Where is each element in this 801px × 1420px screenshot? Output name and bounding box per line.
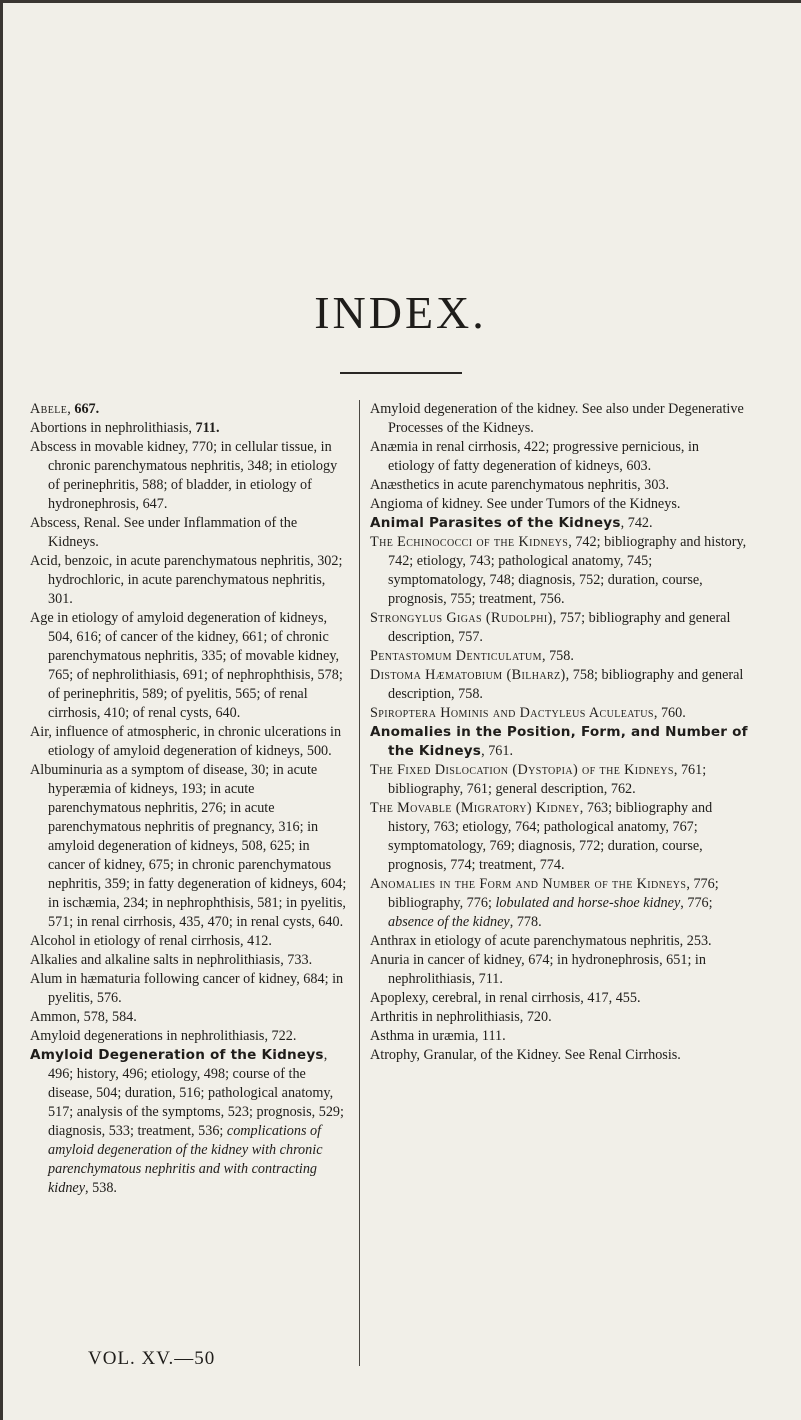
entry-text: 667. [74, 401, 100, 417]
entry-text: Spiroptera Hominis and Dactyleus Aculeatus [370, 705, 654, 721]
entry-text: Air, influence of atmospheric, in chronic ulcerations in etiology of amyloid degeneration of kidneys, 500. [30, 724, 342, 759]
entry-text: Anæsthetics in acute parenchymatous nephritis, 303. [370, 477, 670, 493]
index-entry [370, 723, 748, 761]
index-entry [370, 1008, 748, 1027]
entry-text: Anthrax in etiology of acute parenchymatous nephritis, 253. [370, 933, 712, 949]
index-entry [370, 647, 748, 666]
entry-text: , 758; bibliography and general description, 758. [388, 667, 744, 702]
index-entry [370, 761, 748, 799]
index-entry [30, 723, 350, 761]
index-entry [370, 495, 748, 514]
index-entry [30, 419, 350, 438]
entry-text: , 763; bibliography and history, 763; etiology, 764; pathological anatomy, 767; symptomatology, 769; diagnosis, 772; duration, course, prognosis, 774; treatment, 774. [388, 800, 713, 873]
index-entry [370, 799, 748, 875]
index-column-right [370, 400, 748, 1065]
index-entry [30, 514, 350, 552]
entry-text: Asthma in uræmia, 111. [370, 1028, 506, 1044]
index-entry [370, 1027, 748, 1046]
index-entry [30, 970, 350, 1008]
title-rule [340, 372, 462, 374]
entry-text: , 757; bibliography and general description, 757. [388, 610, 731, 645]
index-entry [30, 438, 350, 514]
entry-text: absence of the kidney [388, 914, 510, 930]
index-column-left [30, 400, 350, 1198]
entry-text: , 758. [541, 648, 574, 664]
entry-text: Alkalies and alkaline salts in nephrolithiasis, 733. [30, 952, 313, 968]
volume-signature: VOL. XV.—50 [88, 1348, 216, 1369]
entry-text: , 742; bibliography and history, 742; etiology, 743; pathological anatomy, 745; symptomatology, 748; diagnosis, 752; duration, course, prognosis, 755; treatment, 756. [388, 534, 747, 607]
index-entry [30, 400, 350, 419]
entry-text: , 761; bibliography, 761; general description, 762. [388, 762, 707, 797]
column-divider [359, 400, 360, 1366]
index-entry [370, 666, 748, 704]
entry-text: , 761. [481, 743, 514, 759]
index-entry [370, 438, 748, 476]
entry-text: Distoma Hæmatobium (Bilharz) [370, 667, 566, 683]
entry-text: , 776; bibliography, 776; [388, 876, 719, 911]
entry-text: , 538. [85, 1180, 117, 1196]
entry-text: The Movable (Migratory) Kidney [370, 800, 580, 816]
entry-text: Age in etiology of amyloid degeneration of kidneys, 504, 616; of cancer of the kidney, 661; of chronic parenchymatous nephritis, 335; of movable kidney, 765; of nephrolithiasis, 691; of nephrophthisis, 578; of perinephritis, 589; of pyelitis, 565; of renal cirrhosis, 410; of renal cysts, 640. [30, 610, 343, 721]
entry-text: Abortions in nephrolithiasis, [30, 420, 196, 436]
entry-text: Animal Parasites of the Kidneys [370, 515, 621, 531]
index-entry [30, 1046, 350, 1198]
entry-text: Abscess, Renal. See under Inflammation of the Kidneys. [30, 515, 298, 550]
entry-text: Atrophy, Granular, of the Kidney. See Renal Cirrhosis. [370, 1047, 681, 1063]
entry-text: Anomalies in the Position, Form, and Number of the Kidneys [370, 724, 748, 759]
entry-text: The Echinococci of the Kidneys [370, 534, 569, 550]
entry-text: complications of amyloid degeneration of the kidney with chronic parenchymatous nephritis and with contracting kidney [48, 1123, 323, 1196]
entry-text: , 496; history, 496; etiology, 498; course of the disease, 504; duration, 516; pathological anatomy, 517; analysis of the symptoms, 523; prognosis, 529; diagnosis, 533; treatment, 536; [48, 1047, 344, 1139]
entry-text: lobulated and horse-shoe kidney [495, 895, 681, 911]
index-entry [370, 1046, 748, 1065]
index-entry [30, 761, 350, 932]
entry-text: Arthritis in nephrolithiasis, 720. [370, 1009, 552, 1025]
index-entry [30, 552, 350, 609]
index-entry [30, 609, 350, 723]
entry-text: , 742. [620, 515, 653, 531]
entry-text: Ammon, 578, 584. [30, 1009, 137, 1025]
entry-text: Anuria in cancer of kidney, 674; in hydronephrosis, 651; in nephrolithiasis, 711. [370, 952, 706, 987]
index-entry [30, 1027, 350, 1046]
index-entry [370, 989, 748, 1008]
entry-text: Anæmia in renal cirrhosis, 422; progressive pernicious, in etiology of fatty degeneration of kidneys, 603. [370, 439, 700, 474]
entry-text: Apoplexy, cerebral, in renal cirrhosis, 417, 455. [370, 990, 641, 1006]
entry-text: Pentastomum Denticulatum [370, 648, 542, 664]
page-title: INDEX. [314, 287, 487, 338]
entry-text: Amyloid Degeneration of the Kidneys [30, 1047, 324, 1063]
entry-text: Alum in hæmaturia following cancer of kidney, 684; in pyelitis, 576. [30, 971, 344, 1006]
entry-text: Abele [30, 401, 68, 417]
entry-text: Acid, benzoic, in acute parenchymatous nephritis, 302; hydrochloric, in acute parenchymatous nephritis, 301. [30, 553, 343, 607]
entry-text: Amyloid degeneration of the kidney. See also under Degenerative Processes of the Kidneys. [370, 401, 744, 436]
index-entry [370, 514, 748, 533]
entry-text: Anomalies in the Form and Number of the Kidneys [370, 876, 687, 892]
index-entry [30, 1008, 350, 1027]
entry-text: 711. [195, 420, 220, 436]
index-entry [30, 932, 350, 951]
entry-text: , 760. [653, 705, 686, 721]
entry-text: , 778. [509, 914, 542, 930]
index-entry [370, 609, 748, 647]
index-entry [370, 951, 748, 989]
top-edge-shadow [0, 0, 801, 3]
entry-text: , [67, 401, 75, 417]
entry-text: Alcohol in etiology of renal cirrhosis, 412. [30, 933, 272, 949]
index-entry [370, 875, 748, 932]
index-entry [370, 704, 748, 723]
entry-text: , 776; [680, 895, 713, 911]
index-entry [370, 476, 748, 495]
entry-text: Abscess in movable kidney, 770; in cellular tissue, in chronic parenchymatous nephritis, 348; in etiology of perinephritis, 588; of bladder, in etiology of hydronephrosis, 647. [30, 439, 338, 512]
entry-text: Amyloid degenerations in nephrolithiasis, 722. [30, 1028, 297, 1044]
index-entry [370, 400, 748, 438]
entry-text: Strongylus Gigas (Rudolphi) [370, 610, 553, 626]
index-entry [370, 932, 748, 951]
index-entry [370, 533, 748, 609]
index-entry [30, 951, 350, 970]
entry-text: Angioma of kidney. See under Tumors of the Kidneys. [370, 496, 681, 512]
entry-text: The Fixed Dislocation (Dystopia) of the Kidneys [370, 762, 674, 778]
entry-text: Albuminuria as a symptom of disease, 30; in acute hyperæmia of kidneys, 193; in acute parenchymatous nephritis, 276; in acute parenchymatous nephritis of pregnancy, 316; in amyloid degeneration of kidneys, 508, 625; in cancer of kidney, 675; in chronic parenchymatous nephritis, 359; in fatty degeneration of kidneys, 604; in ischæmia, 234; in nephrophthisis, 581; in pyelitis, 571; in renal cirrhosis, 435, 470; in renal cysts, 640. [30, 762, 347, 930]
left-edge-shadow [0, 0, 3, 1420]
